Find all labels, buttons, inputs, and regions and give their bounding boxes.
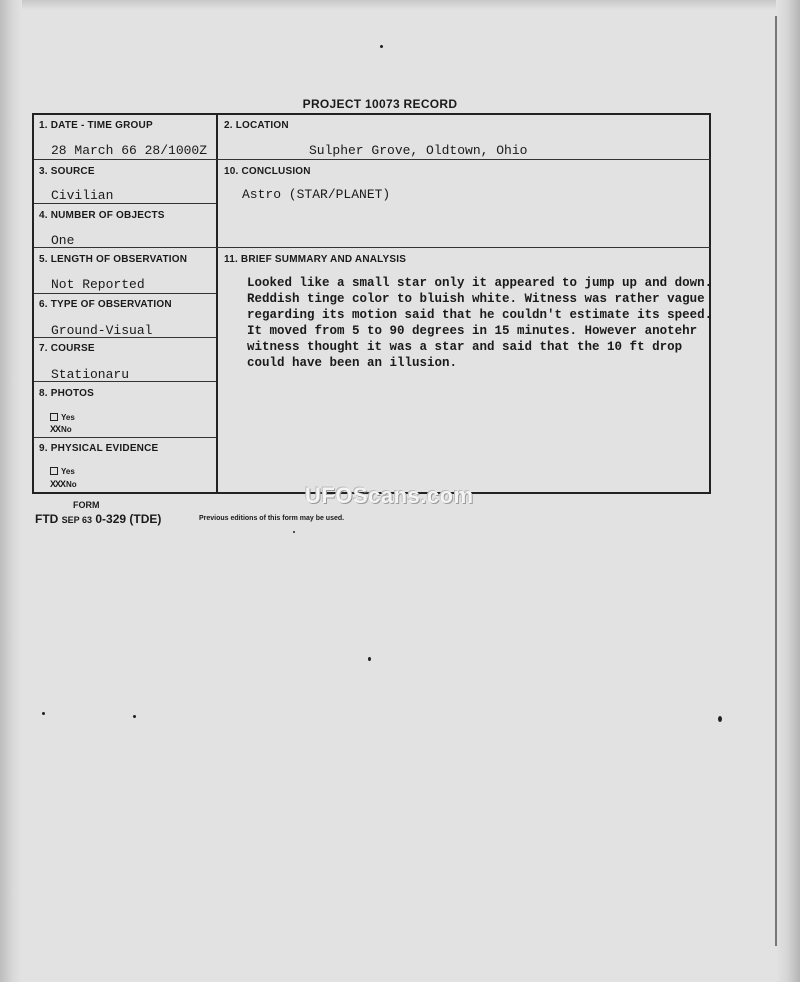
conclusion-label: 10. CONCLUSION bbox=[224, 166, 311, 177]
page-edge-top bbox=[0, 0, 800, 10]
row-divider bbox=[34, 203, 216, 204]
summary-line: witness thought it was a star and said that the 10 ft drop bbox=[247, 340, 683, 354]
location-value: Sulpher Grove, Oldtown, Ohio bbox=[309, 143, 528, 158]
physical-evidence-yes-option bbox=[50, 467, 75, 476]
date-time-group-label: 1. DATE - TIME GROUP bbox=[39, 120, 153, 131]
type-of-observation-value: Ground-Visual bbox=[51, 323, 153, 338]
physical-evidence-no-label: No bbox=[66, 480, 77, 489]
summary-line: could have been an illusion. bbox=[247, 356, 458, 370]
footer-note: Previous editions of this form may be used. bbox=[199, 515, 345, 522]
photos-label: 8. PHOTOS bbox=[39, 388, 94, 399]
photos-yes-label: Yes bbox=[61, 413, 75, 422]
location-label: 2. LOCATION bbox=[224, 120, 289, 131]
watermark: UFOScans.com bbox=[305, 483, 474, 508]
scan-speck bbox=[718, 716, 722, 722]
photos-yes-option bbox=[50, 413, 75, 422]
column-divider bbox=[216, 115, 218, 494]
record-form bbox=[32, 113, 711, 494]
summary-line: Looked like a small star only it appeared to jump up and down. bbox=[247, 276, 713, 290]
scan-edge-line bbox=[775, 16, 777, 946]
summary-line: regarding its motion said that he couldn't estimate its speed. bbox=[247, 308, 713, 322]
scan-speck bbox=[293, 531, 295, 533]
date-time-group-value: 28 March 66 28/1000Z bbox=[51, 143, 208, 158]
scan-speck bbox=[368, 657, 371, 661]
conclusion-value: Astro (STAR/PLANET) bbox=[242, 187, 391, 202]
footer-form-label: FORM bbox=[73, 500, 100, 510]
summary-line: Reddish tinge color to bluish white. Witness was rather vague bbox=[247, 292, 705, 306]
brief-summary-text bbox=[247, 275, 727, 371]
physical-evidence-yes-label: Yes bbox=[61, 467, 75, 476]
summary-line: It moved from 5 to 90 degrees in 15 minutes. However anotehr bbox=[247, 324, 698, 338]
number-of-objects-label: 4. NUMBER OF OBJECTS bbox=[39, 210, 165, 221]
scan-speck bbox=[380, 45, 383, 48]
page-edge-left bbox=[0, 0, 22, 982]
checkbox-icon bbox=[50, 467, 58, 475]
form-title: PROJECT 10073 RECORD bbox=[302, 97, 458, 111]
footer-form-number: 0-329 (TDE) bbox=[95, 512, 162, 526]
scan-speck bbox=[133, 715, 136, 718]
footer-ftd: FTD bbox=[35, 512, 59, 526]
row-divider bbox=[34, 437, 216, 438]
physical-evidence-no-mark: XXX bbox=[50, 479, 66, 489]
row-divider bbox=[34, 293, 216, 294]
photos-no-option bbox=[50, 424, 72, 434]
checkbox-icon bbox=[50, 413, 58, 421]
source-value: Civilian bbox=[51, 188, 114, 203]
footer-date-code: SEP 63 bbox=[61, 515, 93, 525]
course-value: Stationaru bbox=[51, 367, 130, 382]
brief-summary-label: 11. BRIEF SUMMARY AND ANALYSIS bbox=[224, 254, 407, 265]
photos-no-label: No bbox=[61, 425, 72, 434]
row-divider bbox=[34, 159, 711, 160]
course-label: 7. COURSE bbox=[39, 343, 95, 354]
physical-evidence-label: 9. PHYSICAL EVIDENCE bbox=[39, 443, 159, 454]
length-of-observation-label: 5. LENGTH OF OBSERVATION bbox=[39, 254, 188, 265]
physical-evidence-no-option bbox=[50, 479, 77, 489]
source-label: 3. SOURCE bbox=[39, 166, 95, 177]
page-edge-right bbox=[776, 0, 800, 982]
length-of-observation-value: Not Reported bbox=[51, 277, 145, 292]
type-of-observation-label: 6. TYPE OF OBSERVATION bbox=[39, 299, 172, 310]
number-of-objects-value: One bbox=[51, 233, 75, 248]
photos-no-mark: XX bbox=[50, 424, 61, 434]
footer-form-id bbox=[35, 512, 161, 526]
row-divider bbox=[34, 247, 711, 248]
scan-speck bbox=[42, 712, 45, 715]
